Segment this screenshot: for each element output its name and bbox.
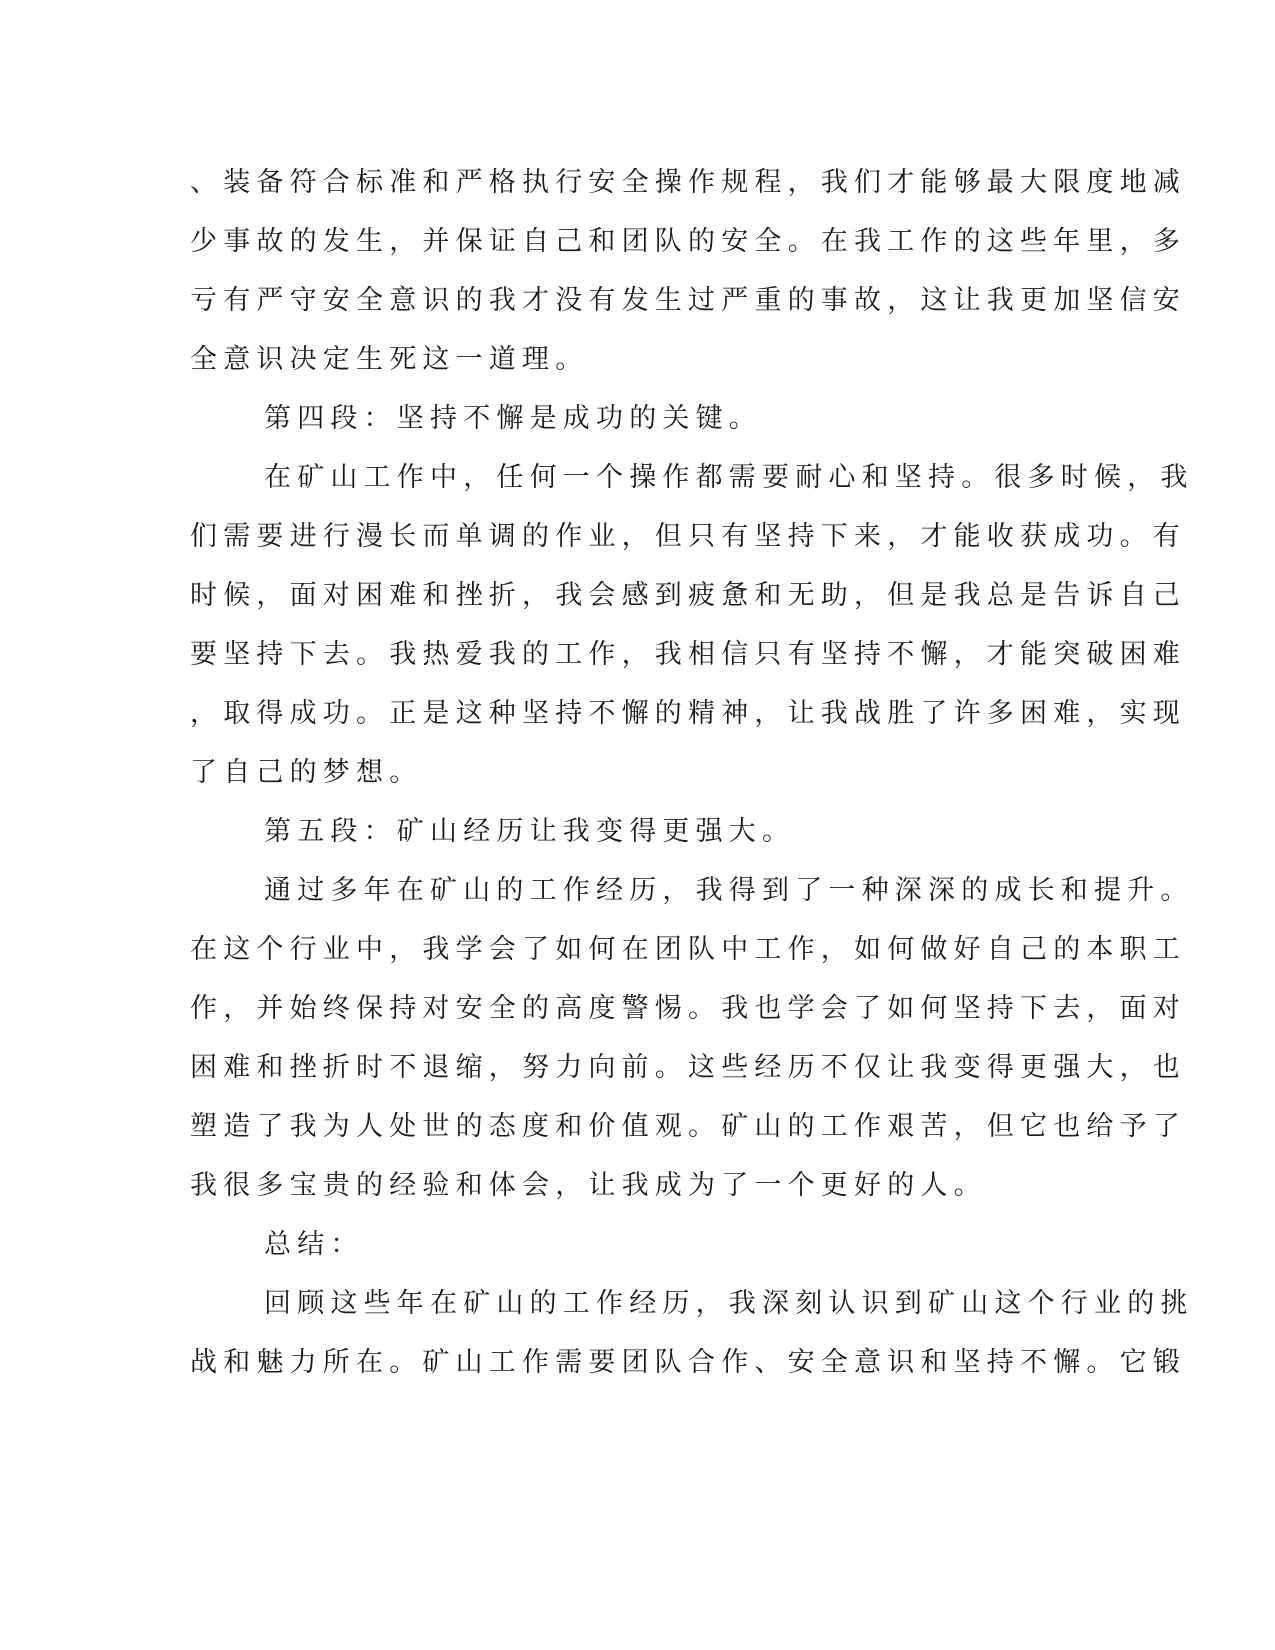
section-heading: 总结：	[264, 1229, 364, 1260]
text-line: 时候，面对困难和挫折，我会感到疲惫和无助，但是我总是告诉自己	[190, 580, 1186, 611]
text-line: 、装备符合标准和严格执行安全操作规程，我们才能够最大限度地减	[190, 167, 1186, 198]
text-line: 作，并始终保持对安全的高度警惕。我也学会了如何坚持下去，面对	[190, 993, 1186, 1024]
text-line: 要坚持下去。我热爱我的工作，我相信只有坚持不懈，才能突破困难	[190, 639, 1186, 670]
text-line: 我很多宝贵的经验和体会，让我成为了一个更好的人。	[190, 1170, 987, 1201]
text-line: 回顾这些年在矿山的工作经历，我深刻认识到矿山这个行业的挑	[264, 1288, 1194, 1319]
text-line: 全意识决定生死这一道理。	[190, 344, 589, 375]
section-heading: 第五段：矿山经历让我变得更强大。	[264, 816, 796, 847]
text-line: 塑造了我为人处世的态度和价值观。矿山的工作艰苦，但它也给予了	[190, 1111, 1186, 1142]
text-line: 亏有严守安全意识的我才没有发生过严重的事故，这让我更加坚信安	[190, 285, 1186, 316]
text-line: 们需要进行漫长而单调的作业，但只有坚持下来，才能收获成功。有	[190, 521, 1186, 552]
text-line: ，取得成功。正是这种坚持不懈的精神，让我战胜了许多困难，实现	[190, 698, 1186, 729]
section-heading: 第四段：坚持不懈是成功的关键。	[264, 403, 762, 434]
text-line: 困难和挫折时不退缩，努力向前。这些经历不仅让我变得更强大，也	[190, 1052, 1186, 1083]
text-line: 战和魅力所在。矿山工作需要团队合作、安全意识和坚持不懈。它锻	[190, 1347, 1186, 1378]
text-line: 在这个行业中，我学会了如何在团队中工作，如何做好自己的本职工	[190, 934, 1186, 965]
text-line: 通过多年在矿山的工作经历，我得到了一种深深的成长和提升。	[264, 875, 1194, 906]
text-line: 少事故的发生，并保证自己和团队的安全。在我工作的这些年里，多	[190, 226, 1186, 257]
text-line: 了自己的梦想。	[190, 757, 423, 788]
text-line: 在矿山工作中，任何一个操作都需要耐心和坚持。很多时候，我	[264, 462, 1194, 493]
